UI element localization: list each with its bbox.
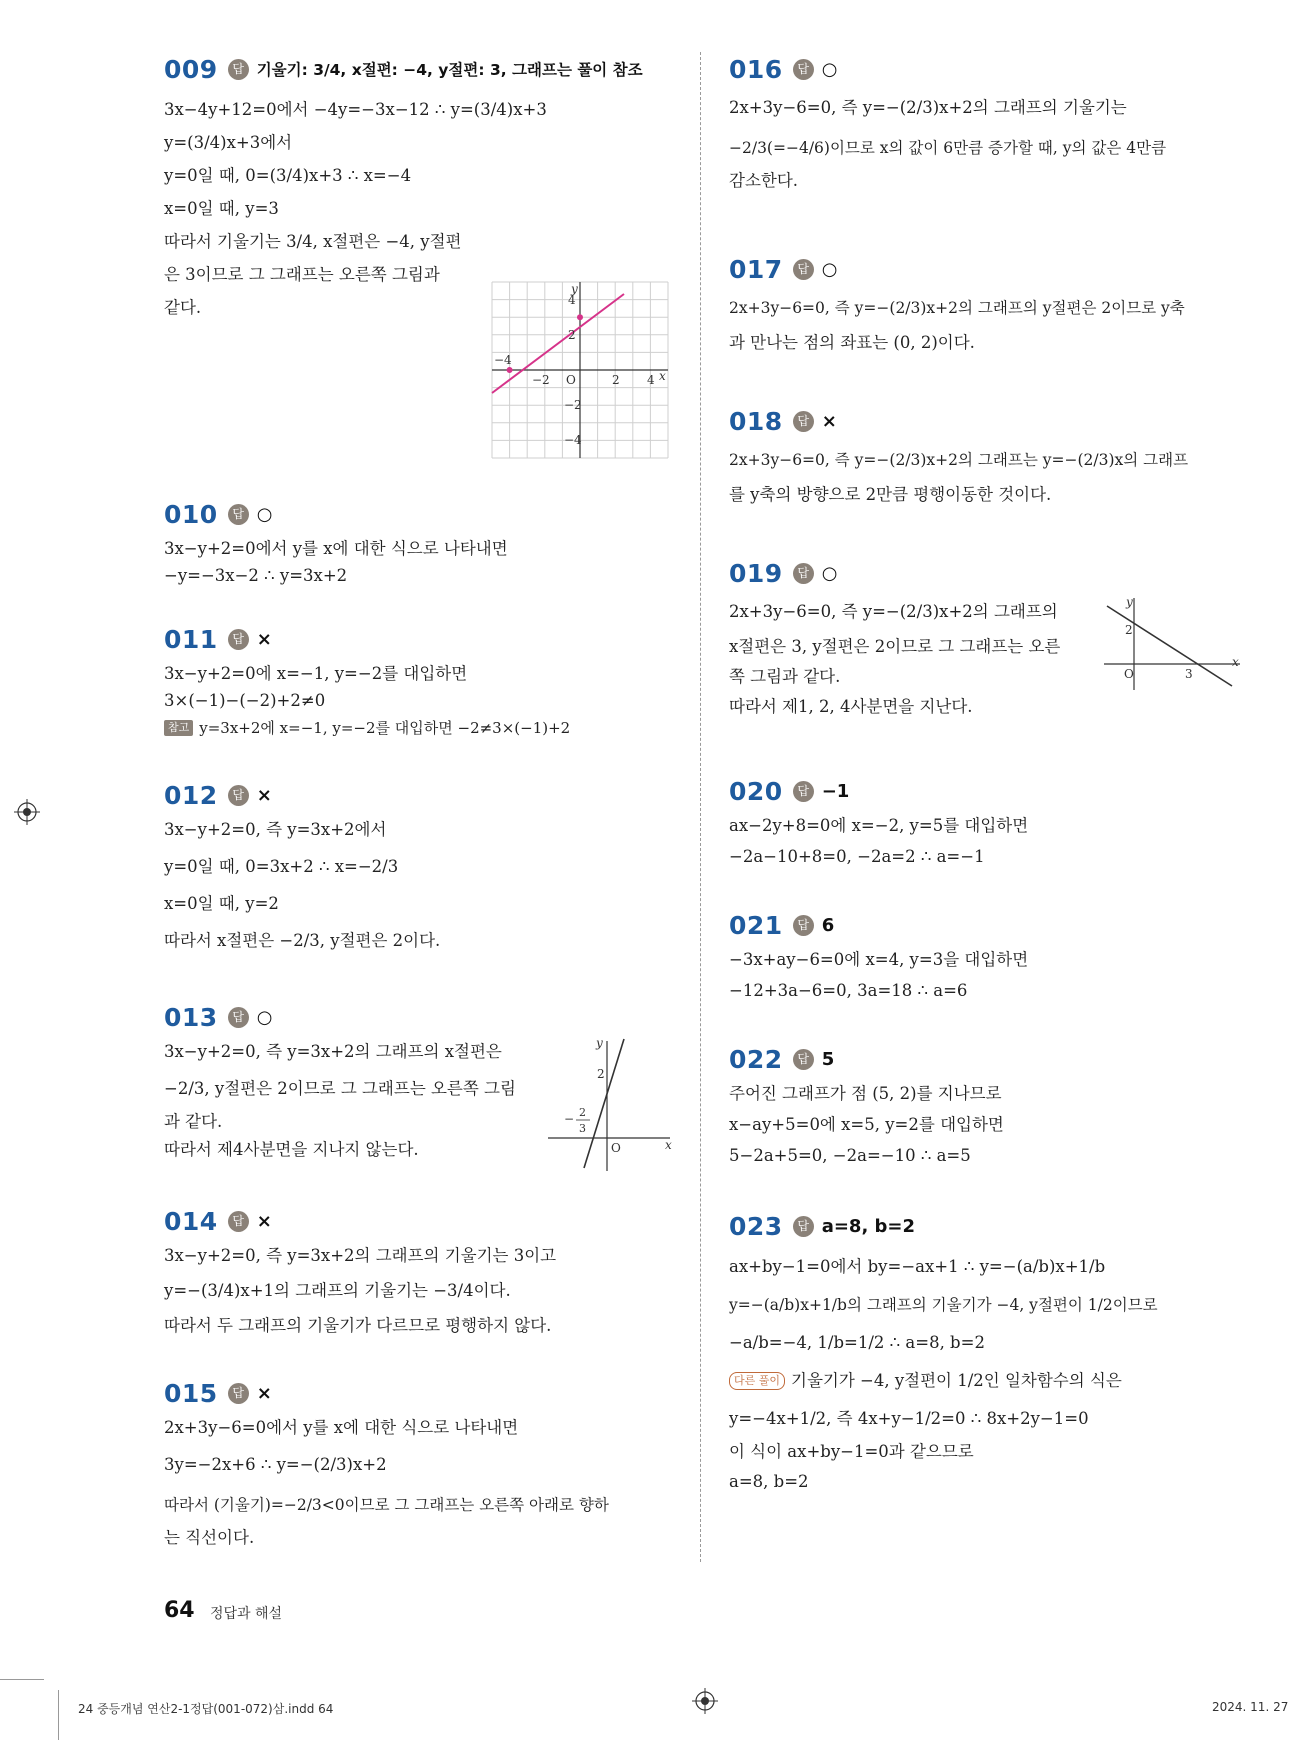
- x-axis-label: x: [659, 369, 666, 383]
- solution-line: 따라서 두 그래프의 기울기가 다르므로 평행하지 않다.: [164, 1316, 552, 1336]
- problem-number: 010: [164, 499, 218, 529]
- tick-label: −2: [532, 373, 550, 387]
- x-tick-numerator: 2: [579, 1106, 586, 1119]
- solution-line: 따라서 (기울기)=−2/3<0이므로 그 그래프는 오른쪽 아래로 향하: [164, 1495, 609, 1514]
- solution-line: 3x−y+2=0에 x=−1, y=−2를 대입하면: [164, 664, 468, 684]
- y-axis-label: y: [571, 282, 578, 296]
- x-axis-label: x: [665, 1138, 672, 1152]
- alt-solution-tag: 다른 풀이: [729, 1372, 785, 1389]
- solution-line: 2x+3y−6=0, 즉 y=−(2/3)x+2의 그래프의 y절편은 2이므로 y축: [729, 298, 1185, 317]
- solution-line: −2/3, y절편은 2이므로 그 그래프는 오른쪽 그림: [164, 1079, 516, 1099]
- solution-line: 3y=−2x+6 ∴ y=−(2/3)x+2: [164, 1455, 387, 1475]
- solution-line: 는 직선이다.: [164, 1528, 255, 1548]
- solution-line: 2x+3y−6=0, 즉 y=−(2/3)x+2의 그래프의: [729, 602, 1058, 622]
- problem-019: [729, 554, 1249, 718]
- answer-badge: 답: [228, 504, 249, 525]
- solution-line: 3×(−1)−(−2)+2≠0: [164, 691, 326, 711]
- tick-label: −4: [564, 433, 582, 447]
- solution-line: y=−4x+1/2, 즉 4x+y−1/2=0 ∴ 8x+2y−1=0: [729, 1409, 1089, 1429]
- problem-number: 017: [729, 254, 783, 284]
- solution-line: x절편은 3, y절편은 2이므로 그 그래프는 오른: [729, 637, 1061, 657]
- solution-line: y=0일 때, 0=(3/4)x+3 ∴ x=−4: [164, 166, 412, 186]
- x-tick-label: 3: [1185, 667, 1193, 681]
- file-info: 24 중등개념 연산2-1정답(001-072)삼.indd 64: [78, 1702, 334, 1716]
- solution-line: −y=−3x−2 ∴ y=3x+2: [164, 566, 348, 586]
- solution-line: −2/3(=−4/6)이므로 x의 값이 6만큼 증가할 때, y의 값은 4만큼: [729, 138, 1167, 157]
- solution-line: 감소한다.: [729, 171, 799, 191]
- answer-badge: 답: [228, 59, 249, 80]
- answer-text: ○: [821, 58, 838, 80]
- graph-line: [492, 294, 624, 393]
- origin-label: O: [1124, 667, 1134, 681]
- answer-text: 기울기: 3/4, x절편: −4, y절편: 3, 그래프는 풀이 참조: [256, 61, 643, 79]
- answer-text: 5: [821, 1048, 835, 1070]
- problem-number: 014: [164, 1206, 218, 1236]
- problem-number: 021: [729, 910, 783, 940]
- solution-line: 를 y축의 방향으로 2만큼 평행이동한 것이다.: [729, 485, 1052, 505]
- problem-022: [729, 1040, 1249, 1167]
- answer-badge: 답: [793, 1049, 814, 1070]
- solution-line: 3x−y+2=0, 즉 y=3x+2의 그래프의 x절편은: [164, 1042, 502, 1062]
- solution-line: y=−(a/b)x+1/b의 그래프의 기울기가 −4, y절편이 1/2이므로: [729, 1295, 1158, 1314]
- solution-line: 따라서 제4사분면을 지나지 않는다.: [164, 1140, 419, 1160]
- problem-number: 016: [729, 54, 783, 84]
- column-divider: [700, 52, 701, 1562]
- solution-line: 같다.: [164, 298, 202, 318]
- answer-text: −1: [821, 780, 850, 802]
- tick-label: 4: [647, 373, 655, 387]
- problem-017: [729, 250, 1249, 354]
- graph-019: [1104, 594, 1244, 694]
- problem-011: [164, 620, 684, 739]
- solution-line: ax+by−1=0에서 by=−ax+1 ∴ y=−(a/b)x+1/b: [729, 1257, 1106, 1277]
- note-tag: 참고: [164, 720, 193, 735]
- tick-label: 4: [568, 293, 576, 307]
- x-axis-label: x: [1232, 655, 1239, 669]
- solution-line: 3x−4y+12=0에서 −4y=−3x−12 ∴ y=(3/4)x+3: [164, 100, 547, 120]
- answer-text: a=8, b=2: [821, 1215, 916, 1237]
- problem-021: [729, 906, 1249, 1002]
- problem-number: 019: [729, 558, 783, 588]
- problem-number: 013: [164, 1002, 218, 1032]
- y-tick-label: 2: [597, 1067, 605, 1081]
- answer-text: ○: [256, 503, 273, 525]
- answer-badge: 답: [228, 1211, 249, 1232]
- answer-badge: 답: [228, 1007, 249, 1028]
- y-intercept-point: [577, 314, 583, 320]
- crop-mark: [58, 1690, 59, 1740]
- solution-line: 3x−y+2=0에서 y를 x에 대한 식으로 나타내면: [164, 539, 508, 559]
- y-tick-label: 2: [1125, 623, 1133, 637]
- solution-line: 이 식이 ax+by−1=0과 같으므로: [729, 1442, 974, 1462]
- problem-number: 022: [729, 1044, 783, 1074]
- solution-line: 2x+3y−6=0에서 y를 x에 대한 식으로 나타내면: [164, 1418, 519, 1438]
- solution-line: 2x+3y−6=0, 즉 y=−(2/3)x+2의 그래프의 기울기는: [729, 98, 1127, 118]
- problem-number: 023: [729, 1211, 783, 1241]
- solution-line: y=−(3/4)x+1의 그래프의 기울기는 −3/4이다.: [164, 1281, 511, 1301]
- tick-label: 2: [612, 373, 620, 387]
- answer-text: ○: [821, 562, 838, 584]
- solution-line: 과 만나는 점의 좌표는 (0, 2)이다.: [729, 333, 975, 353]
- solution-line: a=8, b=2: [729, 1472, 809, 1492]
- problem-015: [164, 1374, 684, 1549]
- solution-line: −3x+ay−6=0에 x=4, y=3을 대입하면: [729, 950, 1029, 970]
- problem-number: 018: [729, 406, 783, 436]
- problem-020: [729, 772, 1249, 868]
- solution-line: y=(3/4)x+3에서: [164, 133, 293, 153]
- crop-mark: [0, 1679, 44, 1680]
- solution-line: −2a−10+8=0, −2a=2 ∴ a=−1: [729, 847, 985, 867]
- problem-number: 015: [164, 1378, 218, 1408]
- solution-line: ax−2y+8=0에 x=−2, y=5를 대입하면: [729, 816, 1029, 836]
- problem-number: 009: [164, 54, 218, 84]
- problem-number: 020: [729, 776, 783, 806]
- x-intercept-point: [507, 367, 513, 373]
- solution-line: 기울기가 −4, y절편이 1/2인 일차함수의 식은: [791, 1371, 1122, 1391]
- answer-badge: 답: [793, 915, 814, 936]
- answer-badge: 답: [793, 1216, 814, 1237]
- solution-line: 5−2a+5=0, −2a=−10 ∴ a=5: [729, 1146, 971, 1166]
- solution-line: 2x+3y−6=0, 즉 y=−(2/3)x+2의 그래프는 y=−(2/3)x의 그래프: [729, 450, 1189, 469]
- solution-line: 따라서 기울기는 3/4, x절편은 −4, y절편: [164, 232, 462, 252]
- y-axis-label: y: [596, 1036, 603, 1050]
- graph-013: [548, 1035, 678, 1175]
- answer-badge: 답: [793, 411, 814, 432]
- answer-text: ×: [256, 1382, 272, 1404]
- answer-text: ×: [821, 410, 837, 432]
- answer-text: ×: [256, 784, 272, 806]
- problem-number: 011: [164, 624, 218, 654]
- tick-label: −2: [564, 398, 582, 412]
- note-text: y=3x+2에 x=−1, y=−2를 대입하면 −2≠3×(−1)+2: [199, 719, 571, 737]
- origin-label: O: [566, 373, 576, 387]
- answer-text: ○: [256, 1006, 273, 1028]
- solution-line: 과 같다.: [164, 1112, 223, 1132]
- footer-label: 정답과 해설: [210, 1606, 283, 1622]
- tick-label: −4: [494, 353, 512, 367]
- answer-text: ×: [256, 628, 272, 650]
- problem-016: [729, 50, 1249, 192]
- solution-line: −a/b=−4, 1/b=1/2 ∴ a=8, b=2: [729, 1333, 985, 1353]
- page-number: 64: [164, 1598, 195, 1623]
- graph-009: [490, 280, 670, 460]
- registration-mark-icon: [692, 1688, 718, 1714]
- origin-label: O: [611, 1141, 621, 1155]
- solution-line: 3x−y+2=0, 즉 y=3x+2의 그래프의 기울기는 3이고: [164, 1246, 557, 1266]
- problem-number: 012: [164, 780, 218, 810]
- answer-badge: 답: [793, 781, 814, 802]
- problem-014: [164, 1202, 684, 1337]
- solution-line: y=0일 때, 0=3x+2 ∴ x=−2/3: [164, 857, 399, 877]
- print-date: 2024. 11. 27: [1212, 1700, 1289, 1714]
- problem-009: [164, 50, 684, 447]
- solution-line: 따라서 x절편은 −2/3, y절편은 2이다.: [164, 931, 441, 951]
- solution-line: 쪽 그림과 같다.: [729, 667, 841, 687]
- problem-012: [164, 776, 684, 955]
- y-axis-label: y: [1126, 595, 1133, 609]
- problem-023: [729, 1207, 1249, 1493]
- solution-line: x=0일 때, y=2: [164, 894, 279, 914]
- answer-badge: 답: [793, 563, 814, 584]
- answer-text: ○: [821, 258, 838, 280]
- solution-line: 3x−y+2=0, 즉 y=3x+2에서: [164, 820, 387, 840]
- answer-badge: 답: [228, 785, 249, 806]
- solution-line: x=0일 때, y=3: [164, 199, 279, 219]
- problem-010: [164, 495, 684, 587]
- answer-badge: 답: [228, 1383, 249, 1404]
- problem-018: [729, 402, 1249, 506]
- answer-badge: 답: [793, 59, 814, 80]
- registration-mark-icon: [14, 799, 40, 825]
- solution-line: 주어진 그래프가 점 (5, 2)를 지나므로: [729, 1084, 1002, 1104]
- answer-badge: 답: [793, 259, 814, 280]
- answer-text: ×: [256, 1210, 272, 1232]
- x-tick-denominator: 3: [579, 1122, 586, 1135]
- answer-text: 6: [821, 914, 835, 936]
- problem-013: [164, 998, 684, 1161]
- solution-line: x−ay+5=0에 x=5, y=2를 대입하면: [729, 1115, 1004, 1135]
- solution-line: −12+3a−6=0, 3a=18 ∴ a=6: [729, 981, 968, 1001]
- tick-label: 2: [568, 328, 576, 342]
- answer-badge: 답: [228, 629, 249, 650]
- solution-line: 은 3이므로 그 그래프는 오른쪽 그림과: [164, 265, 440, 285]
- solution-line: 따라서 제1, 2, 4사분면을 지난다.: [729, 697, 973, 717]
- x-tick-sign: −: [564, 1112, 575, 1126]
